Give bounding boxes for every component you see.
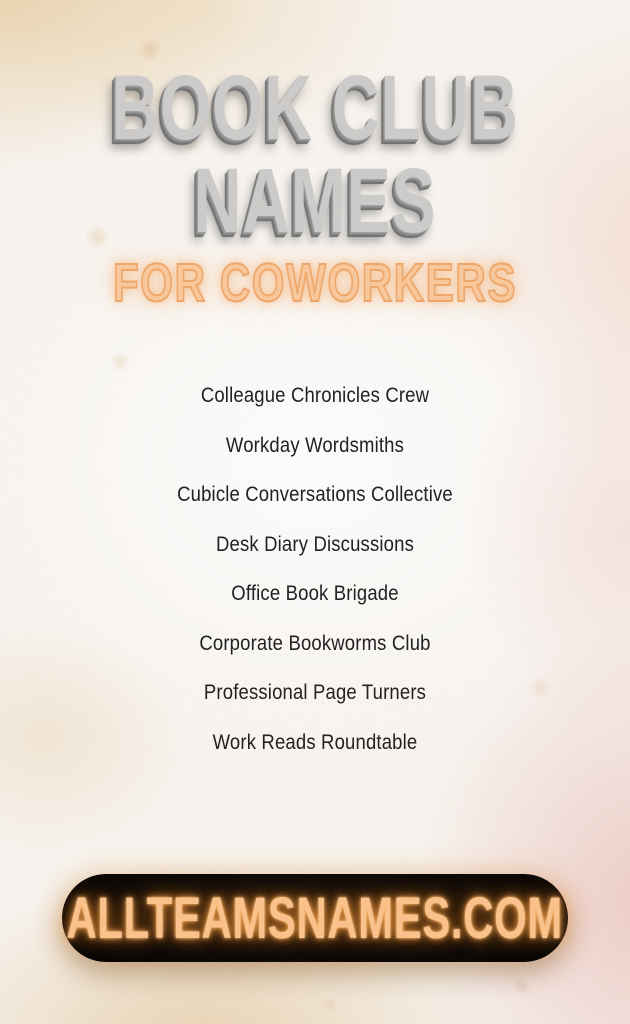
title-line-1: BOOK CLUB bbox=[111, 57, 519, 159]
list-item: Work Reads Roundtable bbox=[212, 729, 418, 754]
poster-header bbox=[0, 57, 630, 313]
website-pill[interactable] bbox=[62, 874, 568, 962]
list-item: Cubicle Conversations Collective bbox=[177, 482, 453, 506]
list-item: Colleague Chronicles Crew bbox=[200, 383, 430, 407]
list-item: Workday Wordsmiths bbox=[225, 432, 405, 457]
list-item: Corporate Bookworms Club bbox=[199, 630, 431, 655]
page-subtitle: FOR COWORKERS bbox=[112, 253, 518, 313]
title-line-2: NAMES bbox=[193, 150, 437, 252]
website-url: ALLTEAMSNAMES.COM bbox=[66, 885, 564, 951]
list-item: Office Book Brigade bbox=[231, 581, 399, 605]
page-title bbox=[0, 57, 630, 252]
list-item: Desk Diary Discussions bbox=[216, 531, 414, 556]
book-club-name-list bbox=[0, 384, 630, 780]
list-item: Professional Page Turners bbox=[203, 680, 427, 704]
